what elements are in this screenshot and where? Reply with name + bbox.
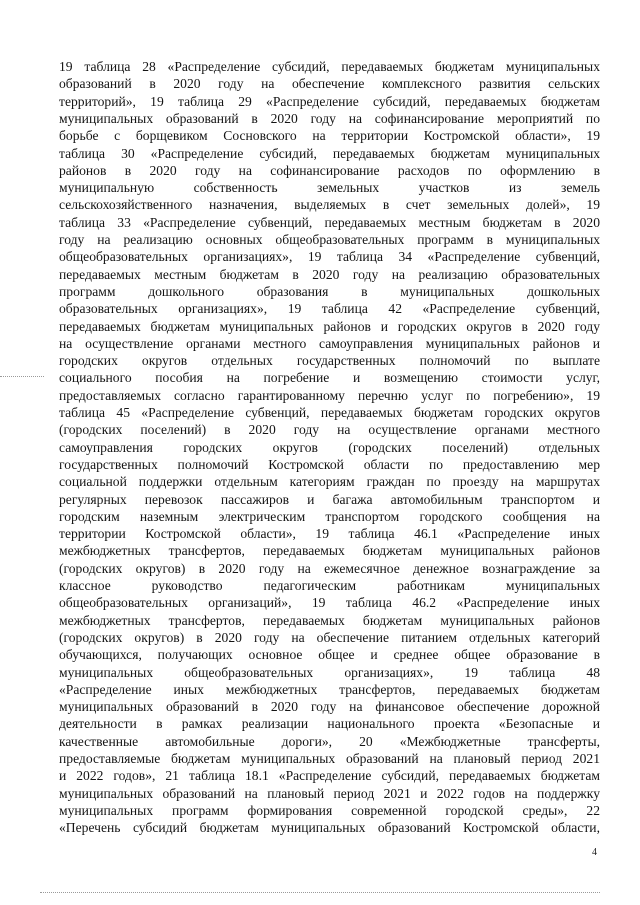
text-line: деятельности в рамках реализации национального проекта «Безопасные и [59, 716, 600, 732]
text-line: муниципальных образований в 2020 году на финансовое обеспечение дорожной [59, 699, 600, 715]
page-number: 4 [592, 847, 597, 858]
scan-artifact-left [0, 376, 44, 378]
text-line: классное руководство педагогическим работникам муниципальных [59, 578, 600, 593]
text-line: предоставляемых согласно гарантированному перечню услуг по погребению», 19 [59, 387, 600, 403]
text-line: предоставляемые бюджетам муниципальных образований на плановый период 2021 [59, 751, 600, 766]
text-line: на осуществление органами местного самоуправления муниципальных районов и [59, 335, 600, 351]
text-line: общеобразовательных организациях», 19 таблица 34 «Распределение субвенций, [59, 249, 600, 265]
text-line: передаваемых бюджетам муниципальных районов и городских округов в 2020 году [59, 318, 600, 334]
text-line: образований в 2020 году на обеспечение комплексного развития сельских [59, 76, 600, 92]
text-line: сельскохозяйственного назначения, выделяемых в счет земельных долей», 19 [59, 197, 600, 213]
text-line: и 2022 годов», 21 таблица 18.1 «Распределение субсидий, передаваемых бюджетам [59, 768, 600, 784]
text-line: году на реализацию основных общеобразовательных программ в муниципальных [59, 232, 600, 247]
text-line: муниципальных программ формирования современной городской среды», 22 [59, 802, 600, 818]
text-line: территорий», 19 таблица 29 «Распределение субсидий, передаваемых бюджетам [59, 93, 600, 109]
text-line: межбюджетных трансфертов, передаваемых бюджетам муниципальных районов [59, 543, 600, 559]
text-line: таблица 33 «Распределение субвенций, передаваемых местным бюджетам в 2020 [59, 214, 600, 230]
text-line: (городских поселений) в 2020 году на осуществление органами местного [59, 422, 600, 438]
text-line: таблица 45 «Распределение субвенций, передаваемых бюджетам городских округов [59, 405, 600, 420]
text-line: муниципальную собственность земельных участков из земель [59, 180, 600, 196]
text-line: общеобразовательных организаций», 19 таблица 46.2 «Распределение иных [59, 595, 600, 611]
text-line: таблица 30 «Распределение субсидий, передаваемых бюджетам муниципальных [59, 145, 600, 161]
text-line: самоуправления городских округов (городских поселений) отдельных [59, 439, 600, 455]
text-line: государственных полномочий Костромской области по предоставлению мер [59, 456, 600, 472]
text-line: муниципальных образований на плановый период 2021 и 2022 годов на поддержку [59, 785, 600, 801]
text-line: (городских округов) в 2020 году на ежемесячное денежное вознаграждение за [59, 560, 600, 576]
text-line: социальной поддержки отдельным категориям граждан по проезду на маршрутах [59, 474, 600, 490]
text-line: межбюджетных трансфертов, передаваемых бюджетам муниципальных районов [59, 612, 600, 628]
text-line: «Распределение иных межбюджетных трансфертов, передаваемых бюджетам [59, 681, 600, 697]
text-line: качественные автомобильные дороги», 20 «Межбюджетные трансферты, [59, 733, 600, 749]
text-line: борьбе с борщевиком Сосновского на территории Костромской области», 19 [59, 128, 600, 144]
scan-artifact-bottom [40, 892, 600, 894]
text-line: образовательных организациях», 19 таблица 42 «Распределение субвенций, [59, 301, 600, 317]
text-line: территории Костромской области», 19 таблица 46.1 «Распределение иных [59, 526, 600, 542]
text-line: городским наземным электрическим транспортом городского сообщения на [59, 508, 600, 524]
text-line: передаваемых местным бюджетам в 2020 году на реализацию образовательных [59, 266, 600, 282]
text-line: муниципальных общеобразовательных организациях», 19 таблица 48 [59, 664, 600, 680]
text-line: социального пособия на погребение и возмещению стоимости услуг, [59, 370, 600, 386]
text-line: районов в 2020 году на софинансирование расходов по оформлению в [59, 162, 600, 178]
text-line: городских округов отдельных государственных полномочий по выплате [59, 353, 600, 369]
text-line: программ дошкольного образования в муниципальных дошкольных [59, 283, 600, 299]
text-line: обучающихся, получающих основное общее и среднее общее образование в [59, 647, 600, 663]
text-line: (городских округов) в 2020 году на обеспечение питанием отдельных категорий [59, 629, 600, 645]
text-line: «Перечень субсидий бюджетам муниципальных образований Костромской области, [59, 820, 600, 836]
text-line: 19 таблица 28 «Распределение субсидий, передаваемых бюджетам муниципальных [59, 59, 600, 74]
text-line: муниципальных образований в 2020 году на софинансирование мероприятий по [59, 110, 600, 126]
text-line: регулярных перевозок пассажиров и багажа автомобильным транспортом и [59, 491, 600, 507]
